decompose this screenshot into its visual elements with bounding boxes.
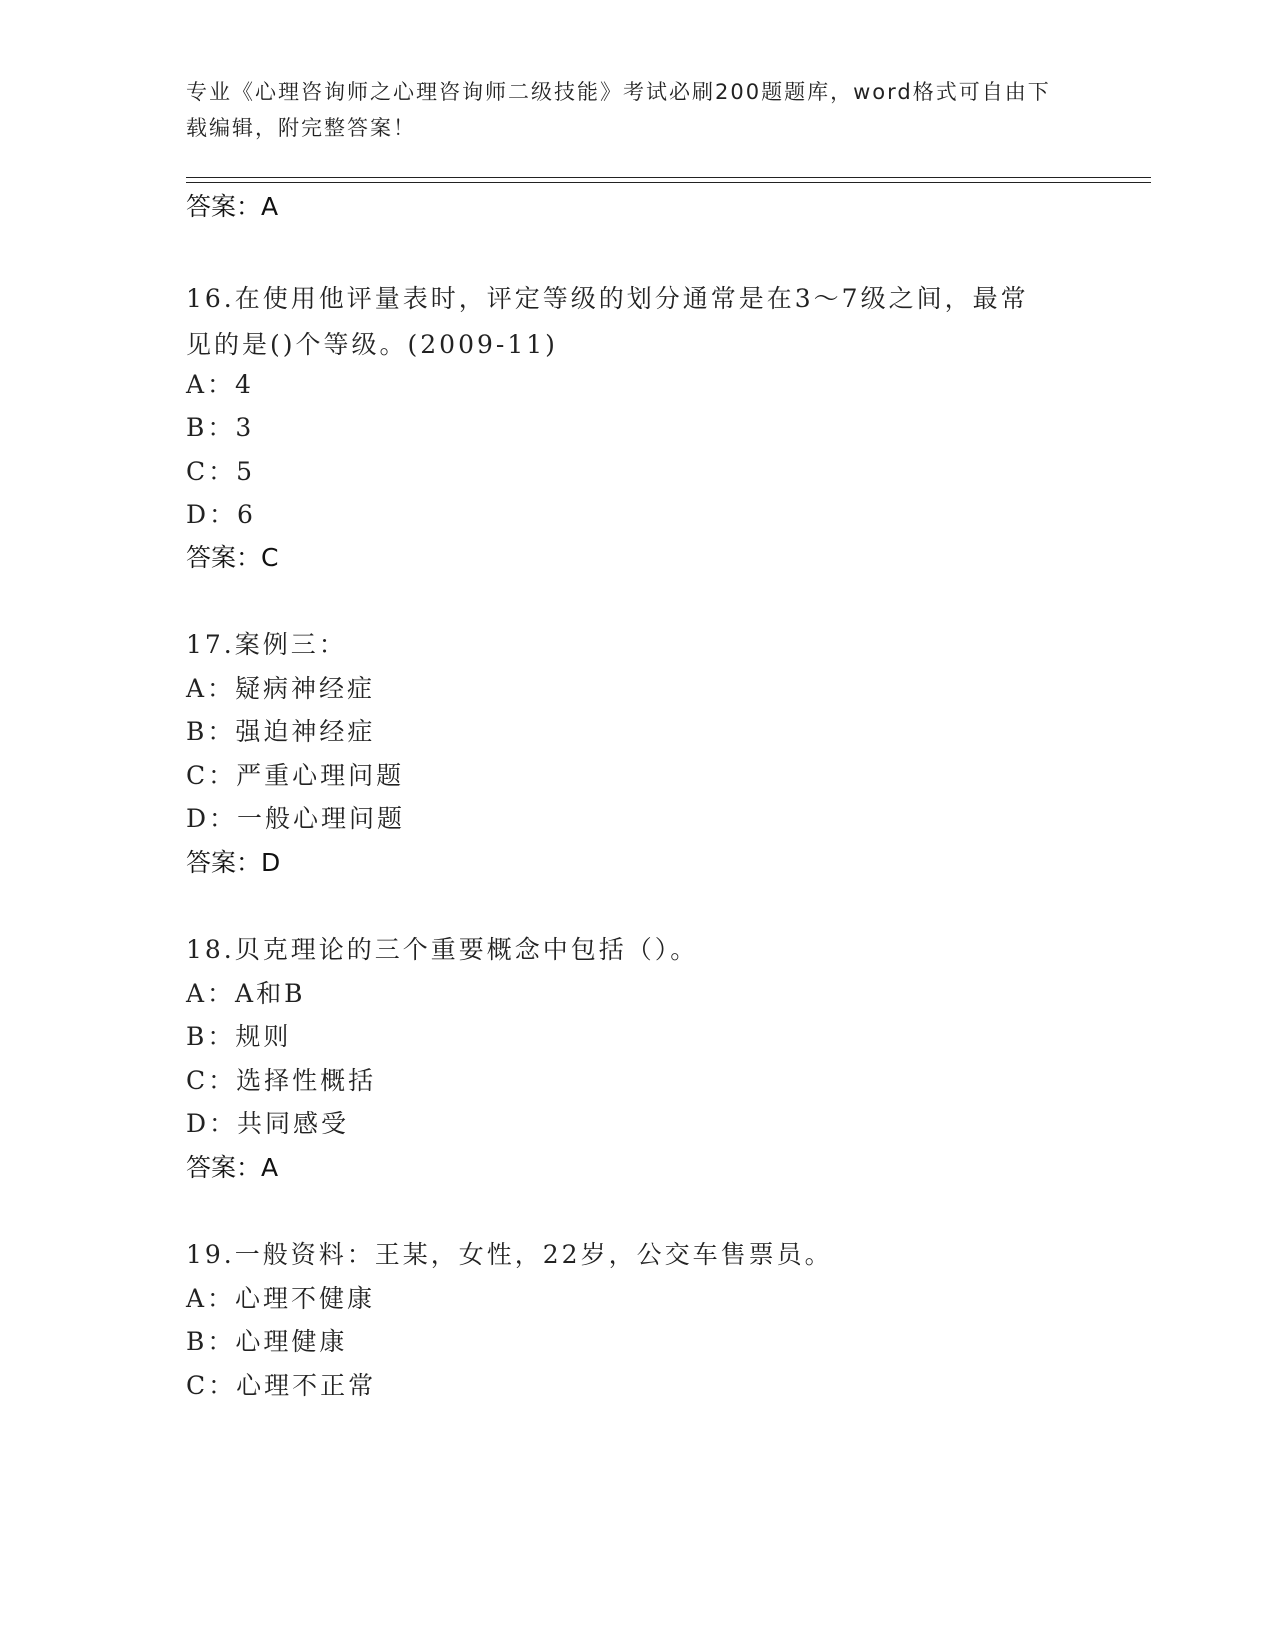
question-18-option-c: C：选择性概括 bbox=[186, 1066, 377, 1095]
question-19-option-c: C：心理不正常 bbox=[186, 1371, 377, 1400]
question-17-stem: 17.案例三： bbox=[186, 630, 347, 659]
question-17-option-c: C：严重心理问题 bbox=[186, 761, 405, 790]
question-19-option-a: A：心理不健康 bbox=[186, 1284, 376, 1313]
question-18-option-a: A：A和B bbox=[186, 979, 306, 1008]
question-16-option-d: D：6 bbox=[186, 500, 256, 529]
question-17-option-d: D：一般心理问题 bbox=[186, 804, 406, 833]
question-16-option-c: C：5 bbox=[186, 457, 256, 486]
question-18-answer: 答案：A bbox=[186, 1153, 279, 1182]
question-18-option-b: B：规则 bbox=[186, 1022, 292, 1051]
question-18-option-d: D：共同感受 bbox=[186, 1109, 350, 1138]
question-17-option-b: B：强迫神经症 bbox=[186, 717, 376, 746]
question-19-option-b: B：心理健康 bbox=[186, 1327, 348, 1356]
header-divider-top bbox=[186, 177, 1151, 178]
page-header: 专业《心理咨询师之心理咨询师二级技能》考试必刷200题题库，word格式可自由下载编辑，附完整答案！ bbox=[186, 80, 1051, 140]
question-18-stem: 18.贝克理论的三个重要概念中包括（）。 bbox=[186, 935, 699, 964]
question-19-stem: 19.一般资料：王某，女性，22岁，公交车售票员。 bbox=[186, 1240, 833, 1269]
question-17-option-a: A：疑病神经症 bbox=[186, 674, 376, 703]
question-16-option-a: A：4 bbox=[186, 370, 254, 399]
previous-answer: 答案：A bbox=[186, 192, 279, 221]
header-divider-bottom bbox=[186, 182, 1151, 183]
question-17-answer: 答案：D bbox=[186, 848, 281, 877]
question-16-stem: 16.在使用他评量表时，评定等级的划分通常是在3～7级之间，最常见的是()个等级。(2009-11) bbox=[186, 284, 1029, 359]
question-16-option-b: B：3 bbox=[186, 413, 255, 442]
question-16-answer: 答案：C bbox=[186, 543, 279, 572]
